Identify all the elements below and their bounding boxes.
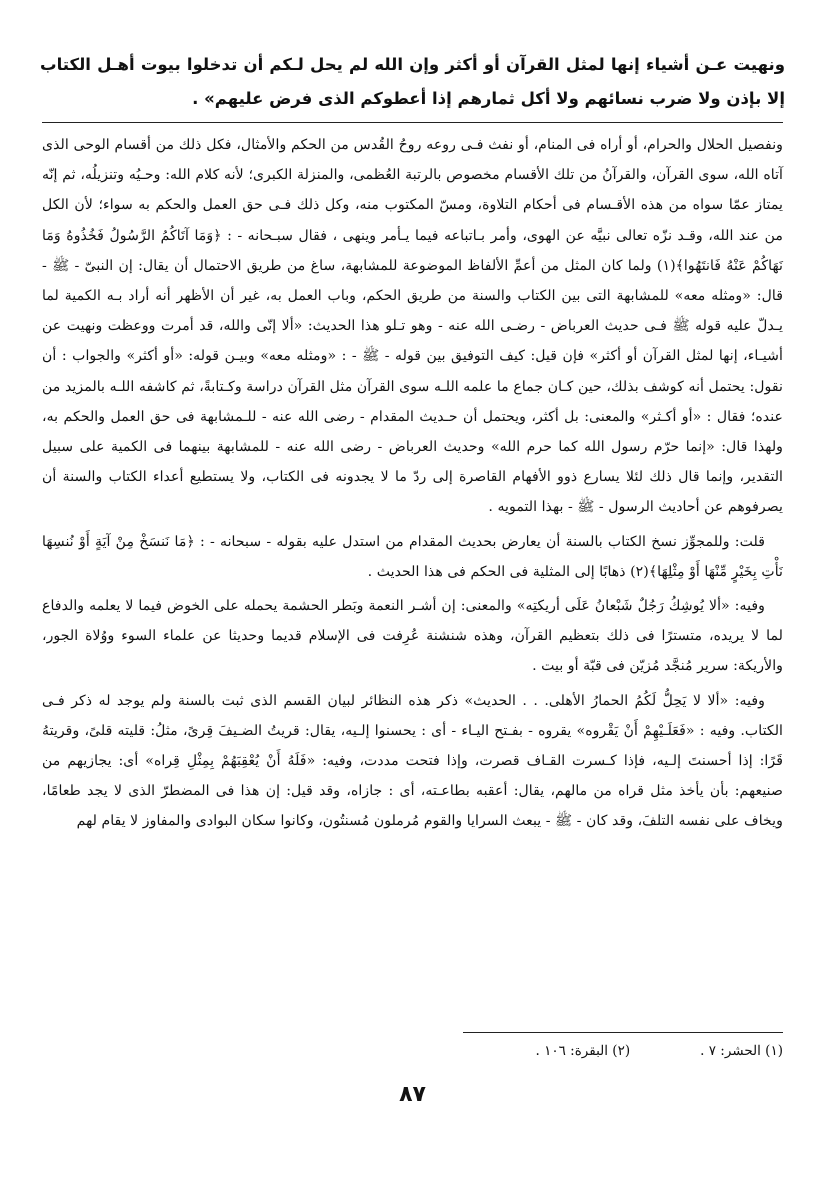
commentary-paragraph: ونفصيل الحلال والحرام، أو أراه فى المنام، أو نفث فـى روعه روحُ القُدس من الحكم والأمثال، فكل ذلك من أقسام الوحى الذى آتاه الله، سوى القرآن، والقرآنُ من تلك الأقسام مخصوص بالرتبة العُظمى، والمنزلة الكبرى؛ لأنه كلام الله: وحـيُه وتنزيلُه، ثم إنّه يمتاز عمّا سواه من هذه الأقـسام فى أحكام التلاوة، ومسّ المكتوب منه، وكل ذلك فـى حق العمل والحكم به سواء؛ لأن الكل من عند الله، وقـد نزّه تعالى نبيَّه عن الهوى، وأمر بـاتباعه فيما يـأمر وينهى ، فقال سبـحانه - : ﴿وَمَا آتَاكُمُ الرَّسُولُ فَخُذُوهُ وَمَا نَهَاكُمْ عَنْهُ فَانتَهُوا﴾(١) ولما كان المثل من أعمِّ الألفاظ الموضوعة للمشابهة، ساغ من طريق الاحتمال أن يقال: إن النبىّ - ﷺ - قال: «ومثله معه» للمشابهة التى بين الكتاب والسنة من طريق الحكم، وباب العمل به، غير أن الأظهر أنه أراد بـه الكمية لما يـدلّ عليه قوله ﷺ فـى حديث العرباض - رضـى الله عنه - وهو تـلو هذا الحديث: «ألا إنّى والله، قد أمرت ووعظت ونهيت عن أشيـاء، إنها لمثل القرآن أو أكثر» فإن قيل: كيف التوفيق بين قوله - ﷺ - : «ومثله معه» وبيـن قوله: «أو أكثر» والجواب : أن نقول: يحتمل أنه كوشف بذلك، حين كـان جماع ما علمه اللـه سوى القرآن مثل القرآن دراسة وكـتابةً، ثم كاشفه اللـه بالمزيد من عنده؛ فقال : «أو أكـثر» والمعنى: بل أكثر، ويحتمل أن حـديث المقدام - رضى الله عنه - للـمشابهة فى حق العمل والحكم به، ولهذا قال: «إنما حرّم رسول الله كما حرم الله» وحديث العرباض - رضى الله عنه - للمشابهة بينهما فى الكمية على سبيل التقدير، وإنما قال ذلك لئلا يسارع ذوو الأفهام القاصرة إلى ردّ ما لا يجدونه فى الكتاب، ولا يستطيع أعداء الكتاب والسنة أن يصرفوهم عن أحاديث الرسول - ﷺ - بهذا التمويه . bbox=[42, 137, 783, 516]
page-number: ٨٧ bbox=[399, 1082, 426, 1107]
commentary-paragraph: وفيه: «ألا يُوشِكُ رَجُلٌ شَبْعانُ عَلَى أريكتِه» والمعنى: إن أشـر النعمة وبَطر الحشمة يحمله على الخوض فيما لا يعلمه والدفاع لما لا يريده، متسترًا فى ذلك بتعظيم القرآن، وهذه شنشنة عُرِفت فى الإسلام قديما وحديثا عن علماء السوء ووُلاة الجور، والأريكة: سرير مُنجَّد مُزيّن فى قبّة أو بيت . bbox=[42, 598, 783, 675]
footnotes bbox=[536, 1040, 783, 1062]
hadith-text: ونهيت عـن أشياء إنها لمثل القرآن أو أكثر وإن الله لم يحل لـكم أن تدخلوا بيوت أهـل الكتاب إلا بإذن ولا ضرب نسائهم ولا أكل ثمارهم إذا أعطوكم الذى فرض عليهم» . bbox=[40, 55, 785, 108]
header-divider bbox=[42, 122, 783, 123]
commentary-paragraph: وفيه: «ألا لا يَحِلُّ لَكُمُ الحمارُ الأهلى. . . الحديث» ذكر هذه النظائر لبيان القسم الذى ثبت بالسنة ولم يوجد له ذكر فـى الكتاب. وفيه : «فَعَلَـيْهِمْ أَنْ يَقْروه» يقروه - بفـتح اليـاء - أى : يحسنوا إلـيه، يقال: قريتُ الضـيفَ قِرىً، مثلُ: قليته قلىً، وقريتهُ قَرًا: إذا أحسنتَ إلـيه، فإذا كـسرت القـاف قصرت، وإذا فتحت مددت، وفيه: «فَلَهُ أَنْ يُعْقِبَهُمْ بِمِثْلِ قِراه» أى: يجازيهم من صنيعهم: بأن يأخذ مثل قراه من مالهم، يقال: أعقبه بطاعـته، أى : جازاه، وقد قيل: إن هذا فى المضطرّ الذى لا يجد طعامًا، ويخاف على نفسه التلفَ، وقد كان - ﷺ - يبعث السرايا والقوم مُرملون مُسنتُون، وكانوا سكان البوادى والمفاوز لا يقام لهم bbox=[42, 692, 783, 830]
footnote-2: (٢) البقرة: ١٠٦ . bbox=[535, 1043, 631, 1059]
footnote-divider bbox=[463, 1032, 783, 1033]
commentary-paragraph: قلت: وللمجوِّز نسخ الكتاب بالسنة أن يعارض بحديث المقدام من استدل عليه بقوله - سبحانه - : ﴿مَا نَنسَخْ مِنْ آيَةٍ أَوْ نُنسِهَا نَأْتِ بِخَيْرٍ مِّنْهَا أَوْ مِثْلِهَا﴾(٢) ذهابًا إلى المثلية فى الحكم فى هذا الحديث . bbox=[42, 533, 783, 580]
footnote-1: (١) الحشر: ٧ . bbox=[700, 1043, 783, 1059]
commentary-body bbox=[42, 130, 783, 837]
